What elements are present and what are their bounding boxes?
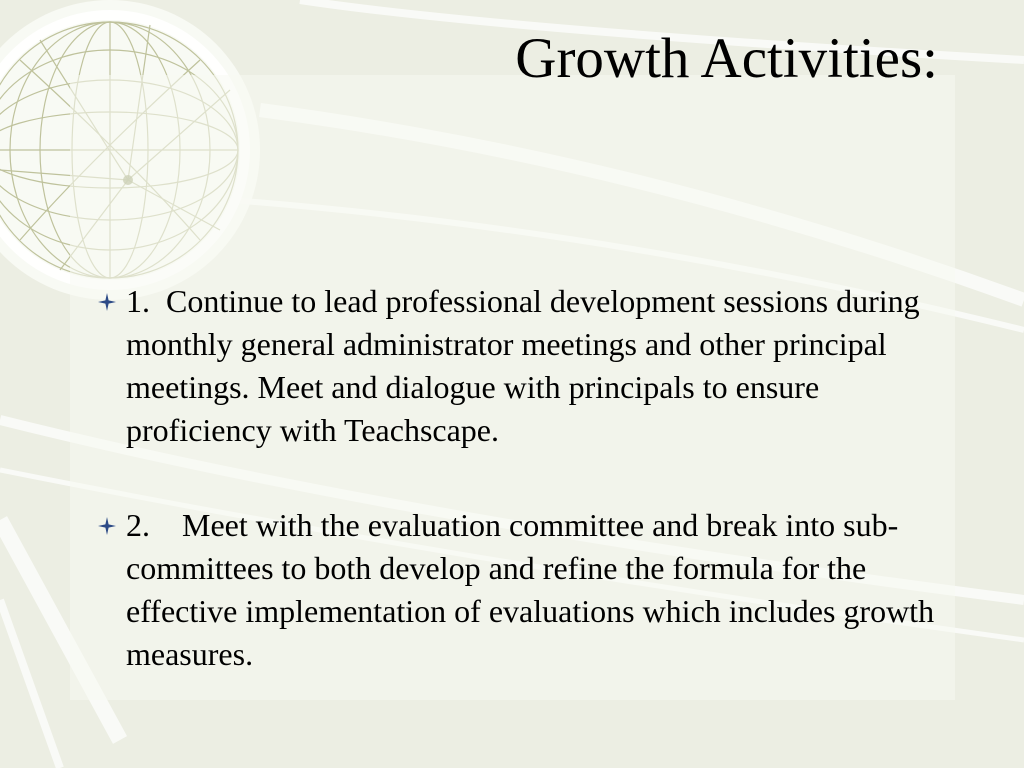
bullet-text: 2. Meet with the evaluation committee and break into sub-committees to both develop and refine the formula for the effective implementation of evaluations which includes growth measures. xyxy=(126,507,943,672)
bullet-item-2 xyxy=(100,504,950,676)
bullet-text: 1. Continue to lead professional development sessions during monthly general administrator meetings and other principal meetings. Meet and dialogue with principals to ensure proficiency with Teachscape. xyxy=(126,283,928,448)
slide-title: Growth Activities: xyxy=(515,27,938,90)
bullet-list xyxy=(100,280,950,676)
four-point-star-icon xyxy=(98,293,116,311)
bullet-item-1 xyxy=(100,280,950,452)
four-point-star-icon xyxy=(98,517,116,535)
